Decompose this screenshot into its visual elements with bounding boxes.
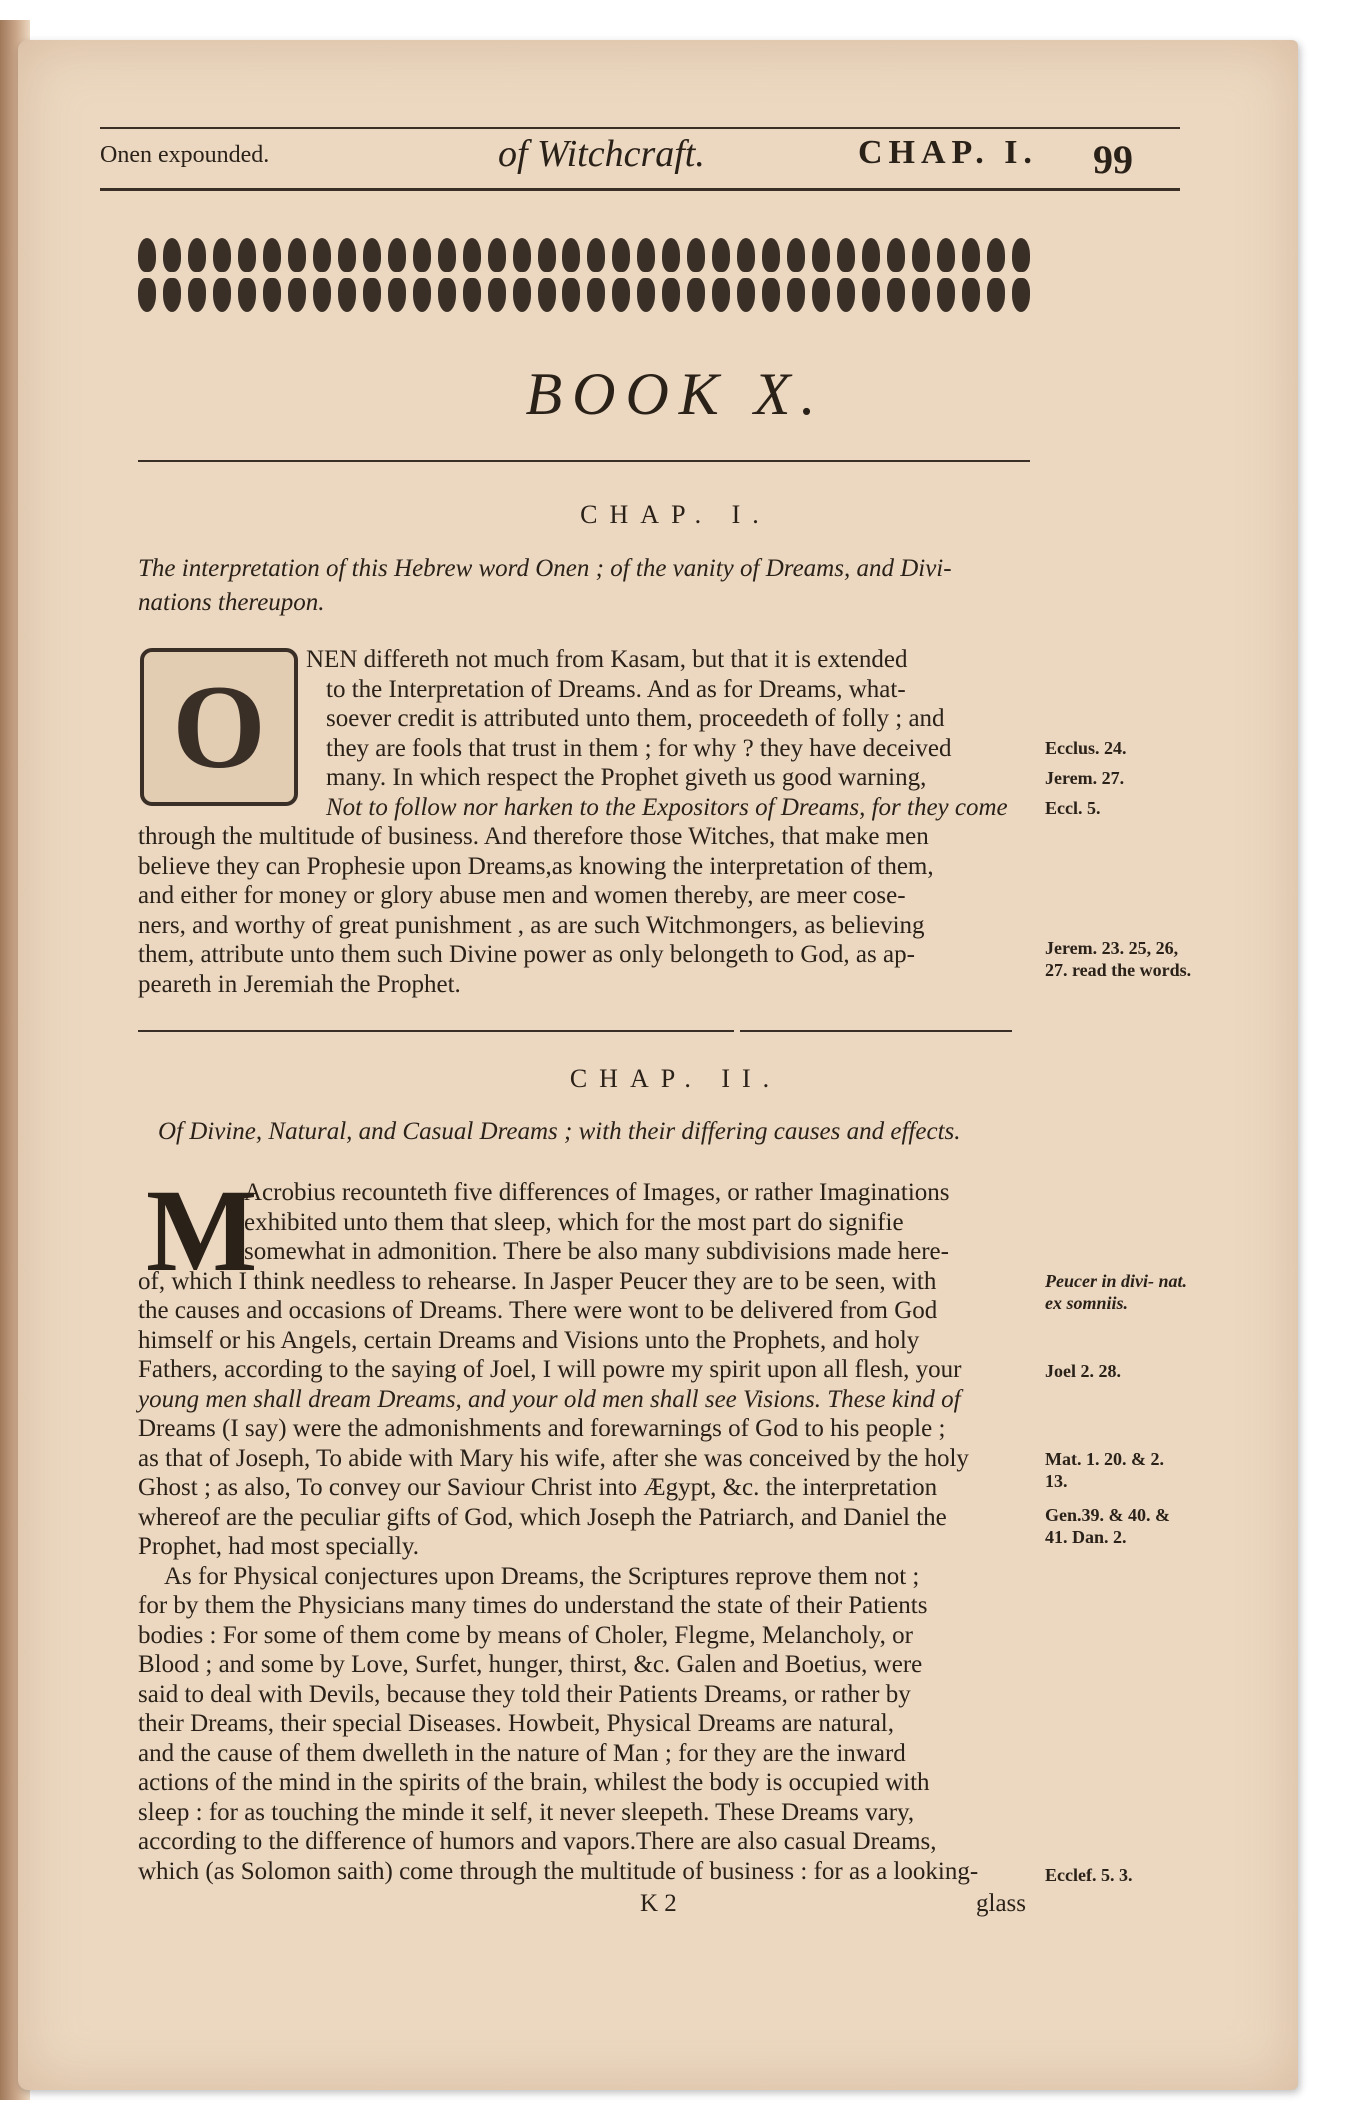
text-line: which (as Solomon saith) come through the multitude of business : for as a looking- — [138, 1857, 979, 1885]
section-rule-left — [138, 1030, 734, 1032]
ornament-glyph — [413, 278, 431, 312]
text-line: them, attribute unto them such Divine power as only belongeth to God, as ap- — [138, 941, 915, 968]
ornament-glyph — [238, 238, 256, 272]
text-line: the causes and occasions of Dreams. There were wont to be delivered from God — [138, 1297, 938, 1324]
ornament-glyph — [313, 278, 331, 312]
text-line: Prophet, had most specially. — [138, 1533, 419, 1560]
ornament-glyph — [962, 238, 980, 272]
ornament-glyph — [513, 278, 531, 312]
ornament-glyph — [887, 278, 905, 312]
title-rule — [138, 460, 1030, 462]
ornament-glyph — [163, 278, 181, 312]
ornament-glyph — [538, 238, 556, 272]
margin-note: Joel 2. 28. — [1045, 1361, 1121, 1381]
chapter-2-summary: Of Divine, Natural, and Casual Dreams ; with their differing causes and effects. — [158, 1118, 961, 1145]
signature-mark: K 2 — [640, 1890, 677, 1917]
ornament-glyph — [538, 278, 556, 312]
ornament-glyph — [737, 238, 755, 272]
ornament-glyph — [787, 238, 805, 272]
ornament-glyph — [562, 278, 580, 312]
ornament-glyph — [762, 238, 780, 272]
margin-note: Mat. 1. 20. & 2. 13. — [1045, 1449, 1164, 1491]
ornament-glyph — [937, 278, 955, 312]
ornament-glyph — [837, 278, 855, 312]
margin-note: Eccl. 5. — [1045, 798, 1101, 818]
text-line: said to deal with Devils, because they told their Patients Dreams, or rather by — [138, 1680, 911, 1708]
ornament-glyph — [388, 278, 406, 312]
text-line: believe they can Prophesie upon Dreams,as knowing the interpretation of them, — [138, 852, 934, 880]
ornament-glyph — [562, 238, 580, 272]
ornament-glyph — [238, 278, 256, 312]
running-head-chapter: CHAP. I. — [858, 134, 1038, 171]
margin-note: Ecclus. 24. — [1045, 738, 1127, 758]
text-line: exhibited unto them that sleep, which for the most part do signifie — [244, 1208, 904, 1236]
ornament-glyph — [987, 278, 1005, 312]
ornament-glyph — [912, 278, 930, 312]
text-line: somewhat in admonition. There be also many subdivisions made here- — [244, 1238, 949, 1265]
text-line: as that of Joseph, To abide with Mary his wife, after she was conceived by the holy — [138, 1444, 969, 1472]
section-rule-right — [740, 1030, 1012, 1032]
ornament-glyph — [213, 238, 231, 272]
ornament-glyph — [488, 278, 506, 312]
ornament-glyph — [338, 278, 356, 312]
margin-note: Jerem. 23. 25, 26, 27. read the words. — [1045, 938, 1192, 980]
text-line: they are fools that trust in them ; for why ? they have deceived — [326, 734, 952, 762]
text-line: sleep : for as touching the minde it self, it never sleepeth. These Dreams vary, — [138, 1798, 915, 1826]
header-rule-bottom — [100, 188, 1180, 191]
decorated-initial-o: O — [140, 648, 298, 806]
text-line: himself or his Angels, certain Dreams and Visions unto the Prophets, and holy — [138, 1326, 920, 1354]
ornament-glyph — [612, 278, 630, 312]
ornament-glyph — [687, 278, 705, 312]
ornament-glyph — [812, 278, 830, 312]
ornament-glyph — [837, 238, 855, 272]
ornament-glyph — [363, 278, 381, 312]
ornament-glyph — [787, 278, 805, 312]
ornament-glyph — [662, 238, 680, 272]
ornament-glyph — [463, 278, 481, 312]
running-head-left: Onen expounded. — [100, 142, 270, 168]
ornament-glyph — [587, 278, 605, 312]
text-line: their Dreams, their special Diseases. Howbeit, Physical Dreams are natural, — [138, 1710, 894, 1737]
text-line: Blood ; and some by Love, Surfet, hunger, thirst, &c. Galen and Boetius, were — [138, 1651, 923, 1678]
margin-note: Gen.39. & 40. & 41. Dan. 2. — [1045, 1505, 1170, 1547]
ornament-glyph — [712, 278, 730, 312]
text-line: young men shall dream Dreams, and your old men shall see Visions. These kind of — [138, 1385, 961, 1413]
ornament-glyph — [138, 238, 156, 272]
ornament-glyph — [463, 238, 481, 272]
ornament-glyph — [612, 238, 630, 272]
chapter-1-heading: CHAP. I. — [580, 500, 771, 529]
ornament-glyph — [363, 238, 381, 272]
ornament-glyph — [288, 238, 306, 272]
running-head-title: of Witchcraft. — [498, 133, 705, 175]
ornament-glyph — [937, 238, 955, 272]
header-rule-top — [100, 127, 1180, 129]
chapter-2-heading: CHAP. II. — [569, 1064, 782, 1093]
ornament-glyph — [687, 238, 705, 272]
ornament-glyph — [213, 278, 231, 312]
text-line: bodies : For some of them come by means of Choler, Flegme, Melancholy, or — [138, 1621, 913, 1649]
ornament-glyph — [862, 278, 880, 312]
ornament-glyph — [338, 238, 356, 272]
ornament-glyph — [138, 278, 156, 312]
text-line: many. In which respect the Prophet giveth us good warning, — [326, 764, 927, 791]
text-line: peareth in Jeremiah the Prophet. — [138, 970, 461, 998]
catchword: glass — [976, 1890, 1026, 1917]
ornament-glyph — [987, 238, 1005, 272]
ornament-glyph — [962, 278, 980, 312]
ornament-glyph — [587, 238, 605, 272]
ornament-glyph — [163, 238, 181, 272]
margin-note: Ecclef. 5. 3. — [1045, 1865, 1133, 1885]
ornament-glyph — [413, 238, 431, 272]
text-line: and the cause of them dwelleth in the nature of Man ; for they are the inward — [138, 1739, 906, 1767]
decorative-ornament-band — [138, 238, 1030, 324]
text-line: and either for money or glory abuse men and women thereby, are meer cose- — [138, 882, 906, 909]
text-line: to the Interpretation of Dreams. And as for Dreams, what- — [326, 675, 906, 703]
text-line: ners, and worthy of great punishment , as are such Witchmongers, as believing — [138, 911, 925, 939]
chapter-1-text — [138, 645, 1036, 999]
ornament-glyph — [188, 278, 206, 312]
ornament-glyph — [188, 238, 206, 272]
text-line: through the multitude of business. And therefore those Witches, that make men — [138, 823, 929, 850]
ornament-glyph — [912, 238, 930, 272]
ornament-glyph — [737, 278, 755, 312]
ornament-glyph — [288, 278, 306, 312]
ornament-glyph — [637, 278, 655, 312]
ornament-glyph — [388, 238, 406, 272]
book-title: BOOK X. — [525, 361, 826, 427]
ornament-glyph — [263, 278, 281, 312]
text-line: Dreams (I say) were the admonishments and forewarnings of God to his people ; — [138, 1415, 946, 1442]
drop-cap-m: M — [146, 1165, 258, 1296]
ornament-glyph — [438, 278, 456, 312]
ornament-glyph — [662, 278, 680, 312]
margin-note: Jerem. 27. — [1045, 768, 1125, 788]
ornament-glyph — [513, 238, 531, 272]
text-line: whereof are the peculiar gifts of God, which Joseph the Patriarch, and Daniel the — [138, 1503, 947, 1531]
text-line: for by them the Physicians many times do understand the state of their Patients — [138, 1592, 928, 1619]
ornament-glyph — [637, 238, 655, 272]
page-number: 99 — [1093, 137, 1133, 182]
ornament-glyph — [488, 238, 506, 272]
text-line: Fathers, according to the saying of Joel, I will powre my spirit upon all flesh, your — [138, 1356, 962, 1383]
text-line: according to the difference of humors and vapors.There are also casual Dreams, — [138, 1828, 937, 1855]
text-line: NEN differeth not much from Kasam, but that it is extended — [306, 646, 908, 673]
ornament-glyph — [887, 238, 905, 272]
text-line: As for Physical conjectures upon Dreams, the Scriptures reprove them not ; — [164, 1562, 920, 1590]
chapter-1-summary: The interpretation of this Hebrew word Onen ; of the vanity of Dreams, and Divi- nations thereupon. — [138, 555, 952, 616]
text-line: of, which I think needless to rehearse. In Jasper Peucer they are to be seen, with — [138, 1267, 937, 1295]
ornament-glyph — [712, 238, 730, 272]
text-line: actions of the mind in the spirits of the brain, whilest the body is occupied with — [138, 1769, 930, 1796]
text-line: Acrobius recounteth five differences of Images, or rather Imaginations — [244, 1179, 950, 1206]
ornament-glyph — [812, 238, 830, 272]
text-line: soever credit is attributed unto them, proceedeth of folly ; and — [326, 705, 945, 732]
ornament-glyph — [438, 238, 456, 272]
ornament-glyph — [263, 238, 281, 272]
margin-note: Peucer in divi- nat. ex somniis. — [1045, 1271, 1187, 1313]
text-line: Ghost ; as also, To convey our Saviour Christ into Ægypt, &c. the interpretation — [138, 1474, 938, 1501]
chapter-2-text — [138, 1165, 1036, 1886]
ornament-glyph — [862, 238, 880, 272]
ornament-glyph — [762, 278, 780, 312]
ornament-glyph — [313, 238, 331, 272]
ornament-glyph — [1012, 238, 1030, 272]
ornament-glyph — [1012, 278, 1030, 312]
text-line: Not to follow nor harken to the Expositors of Dreams, for they come — [326, 793, 1008, 821]
